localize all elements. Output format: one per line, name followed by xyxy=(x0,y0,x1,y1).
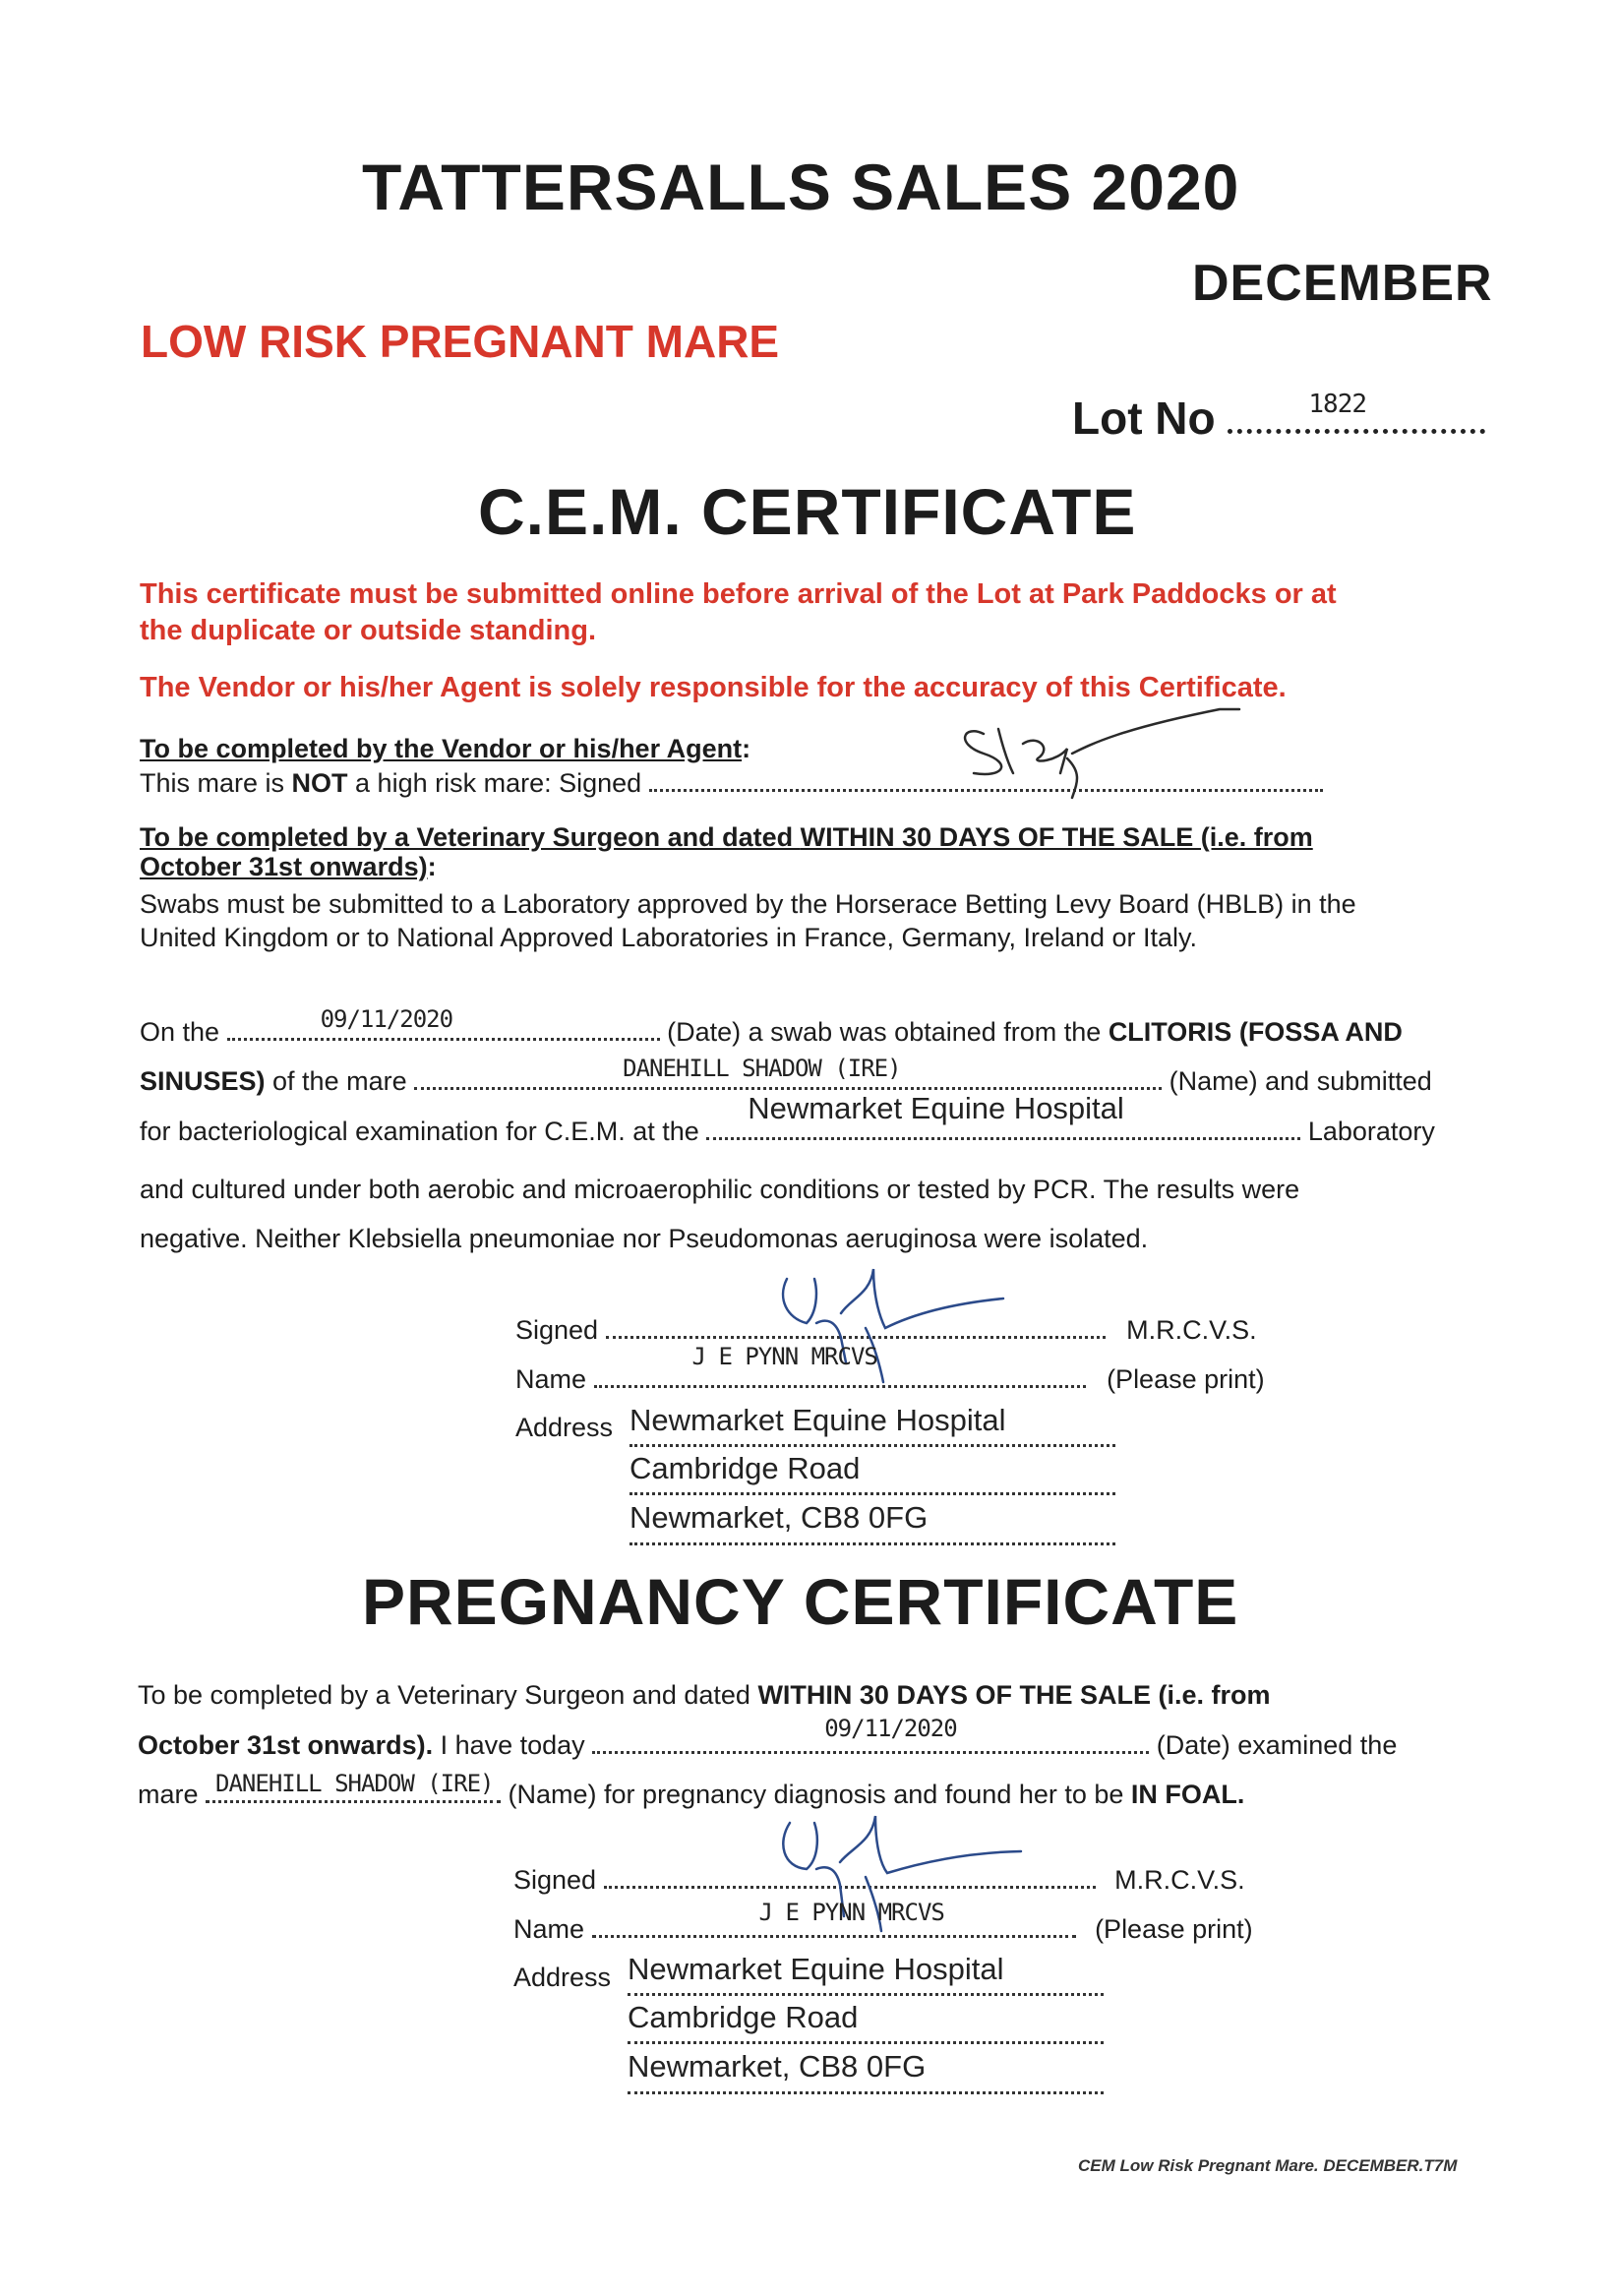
cem-address-line-2[interactable]: Cambridge Road xyxy=(630,1447,1115,1495)
preg-exam-date-value: 09/11/2020 xyxy=(824,1715,957,1742)
date-suffix-b: CLITORIS (FOSSA AND xyxy=(1108,1017,1403,1047)
mare-name-field[interactable] xyxy=(414,1055,1162,1090)
preg-mare-name-field[interactable] xyxy=(206,1770,501,1803)
preg-vet-name-field[interactable] xyxy=(592,1899,1076,1938)
preg-address-label: Address xyxy=(513,1963,612,1992)
preg-please-print: (Please print) xyxy=(1095,1914,1253,1944)
swab-line-1: Swabs must be submitted to a Laboratory approved by the Horserace Betting Levy Board (HBLB) in the xyxy=(140,889,1356,919)
sinuses-text: SINUSES) xyxy=(140,1066,266,1096)
preg-mare-name-value: DANEHILL SHADOW (IRE) xyxy=(215,1770,494,1797)
laboratory-field[interactable] xyxy=(706,1091,1300,1140)
preg-line2-a: October 31st onwards). xyxy=(138,1730,434,1760)
cultured-text: and cultured under both aerobic and microaerophilic conditions or tested by PCR. The results were xyxy=(140,1175,1300,1204)
swab-requirements xyxy=(140,887,1356,954)
cem-certificate-heading: C.E.M. CERTIFICATE xyxy=(478,475,1137,548)
laboratory-label: Laboratory xyxy=(1307,1117,1435,1146)
preg-mrcvs-label: M.R.C.V.S. xyxy=(1114,1865,1245,1895)
swab-date-field[interactable] xyxy=(227,1005,660,1041)
vendor-signature xyxy=(944,704,1269,803)
preg-exam-date-field[interactable] xyxy=(592,1715,1149,1754)
lot-number-row xyxy=(1072,392,1485,445)
preg-vet-name-value: J E PYNN MRCVS xyxy=(758,1899,944,1926)
vet-heading-a: To be completed by a Veterinary Surgeon and dated xyxy=(140,822,801,852)
swab-date-value: 09/11/2020 xyxy=(320,1005,453,1033)
cem-line-lab xyxy=(140,1091,1435,1148)
cem-please-print: (Please print) xyxy=(1107,1364,1265,1394)
preg-address-line-2[interactable]: Cambridge Road xyxy=(628,1996,1104,2044)
cem-address-line-1[interactable]: Newmarket Equine Hospital xyxy=(630,1401,1115,1447)
preg-line1-a: To be completed by a Veterinary Surgeon and dated xyxy=(138,1680,758,1710)
name-suffix: (Name) and submitted xyxy=(1169,1066,1432,1096)
preg-address-line-1[interactable]: Newmarket Equine Hospital xyxy=(628,1950,1104,1996)
cem-name-row xyxy=(515,1343,1265,1396)
swab-line-2: United Kingdom or to National Approved Laboratories in France, Germany, Ireland or Italy. xyxy=(140,923,1198,952)
preg-line-2 xyxy=(138,1715,1398,1762)
vendor-statement-a: This mare is xyxy=(140,768,292,798)
date-suffix-a: (Date) a swab was obtained from the xyxy=(667,1017,1109,1047)
preg-line2-c: (Date) examined the xyxy=(1156,1730,1398,1760)
vendor-statement-not: NOT xyxy=(291,768,348,798)
vet-heading-c: October 31st onwards) xyxy=(140,852,428,881)
preg-line3-b: (Name) for pregnancy diagnosis and found her to be xyxy=(501,1780,1131,1809)
cem-name-label: Name xyxy=(515,1364,587,1394)
preg-line-3 xyxy=(138,1770,1245,1811)
lot-number-value[interactable]: 1822 xyxy=(1308,390,1367,419)
responsibility-notice: The Vendor or his/her Agent is solely responsible for the accuracy of this Certificate. xyxy=(140,672,1287,703)
cem-address-label: Address xyxy=(515,1413,614,1442)
notice-line-2: the duplicate or outside standing. xyxy=(140,615,597,646)
vet-heading-b: WITHIN 30 DAYS OF THE SALE (i.e. from xyxy=(800,822,1313,852)
preg-name-row xyxy=(513,1899,1253,1946)
preg-line1-b: WITHIN 30 DAYS OF THE SALE (i.e. from xyxy=(757,1680,1271,1710)
preg-name-label: Name xyxy=(513,1914,585,1944)
preg-address-block xyxy=(628,1950,1104,2094)
on-the-label: On the xyxy=(140,1017,220,1047)
laboratory-value: Newmarket Equine Hospital xyxy=(748,1091,1124,1125)
cem-vet-name-value: J E PYNN MRCVS xyxy=(691,1343,877,1370)
document-title: TATTERSALLS SALES 2020 xyxy=(362,151,1240,223)
cem-address-block xyxy=(630,1401,1115,1545)
form-code: CEM Low Risk Pregnant Mare. DECEMBER.T7M xyxy=(1078,2156,1458,2175)
cem-mrcvs-label: M.R.C.V.S. xyxy=(1126,1315,1257,1345)
certificate-category: LOW RISK PREGNANT MARE xyxy=(141,316,780,367)
vet-section-heading: To be completed by a Veterinary Surgeon and dated WITHIN 30 DAYS OF THE SALE (i.e. from October 31st onwards): xyxy=(140,822,1313,881)
mare-name-value: DANEHILL SHADOW (IRE) xyxy=(623,1055,901,1082)
pregnancy-certificate-heading: PREGNANCY CERTIFICATE xyxy=(362,1565,1239,1638)
cem-line-date xyxy=(140,1005,1403,1049)
cem-address-line-3[interactable]: Newmarket, CB8 0FG xyxy=(630,1495,1115,1545)
vendor-statement-b: a high risk mare: Signed xyxy=(347,768,642,798)
sale-month: DECEMBER xyxy=(1192,255,1493,312)
preg-line3-c: IN FOAL. xyxy=(1130,1780,1245,1809)
vendor-section: To be completed by the Vendor or his/her Agent: This mare is NOT a high risk mare: Signed xyxy=(140,732,1323,800)
cem-signed-label: Signed xyxy=(515,1315,599,1345)
lot-label: Lot No xyxy=(1072,393,1216,444)
of-the-mare-label: of the mare xyxy=(265,1066,407,1096)
preg-address-line-3[interactable]: Newmarket, CB8 0FG xyxy=(628,2044,1104,2094)
notice-line-1: This certificate must be submitted online before arrival of the Lot at Park Paddocks or at xyxy=(140,578,1337,610)
preg-line-1 xyxy=(138,1678,1271,1712)
vendor-heading: To be completed by the Vendor or his/her Agent xyxy=(140,734,743,763)
bacterio-text: for bacteriological examination for C.E.M. at the xyxy=(140,1117,699,1146)
cem-results xyxy=(140,1165,1299,1263)
online-submission-notice xyxy=(140,576,1337,649)
preg-line2-b: I have today xyxy=(433,1730,585,1760)
cem-vet-name-field[interactable] xyxy=(594,1343,1086,1388)
preg-signed-label: Signed xyxy=(513,1865,597,1895)
negative-text: negative. Neither Klebsiella pneumoniae nor Pseudomonas aeruginosa were isolated. xyxy=(140,1224,1149,1253)
preg-line3-a: mare xyxy=(138,1780,199,1809)
